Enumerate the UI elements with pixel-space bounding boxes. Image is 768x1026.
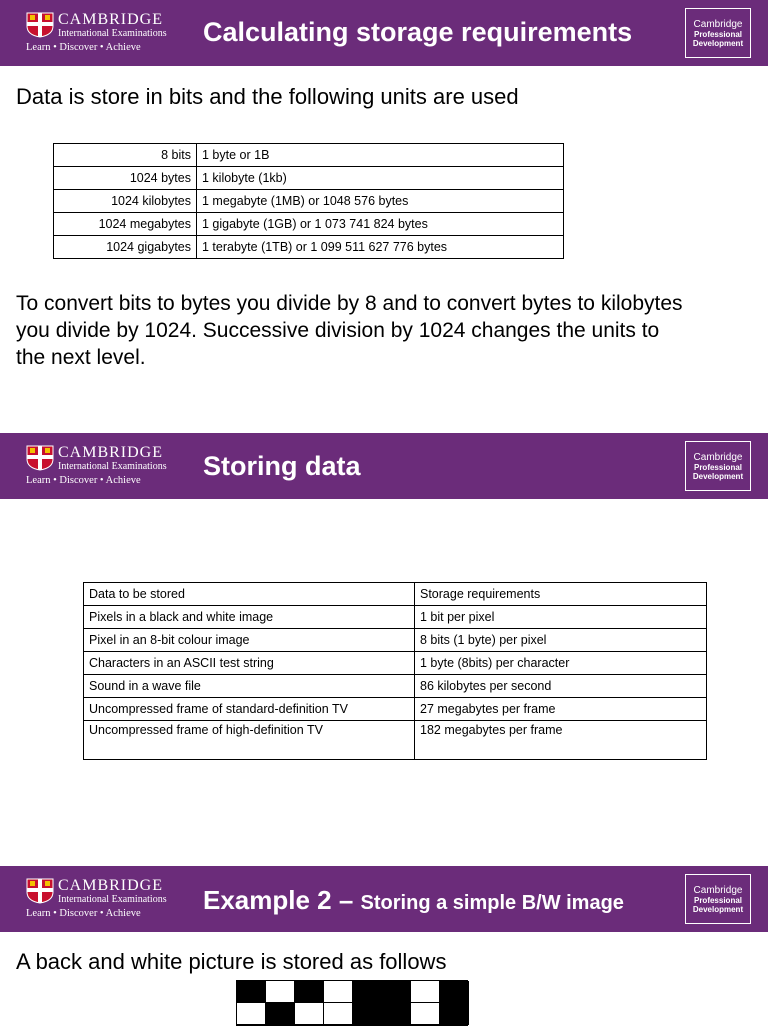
table-row [54, 167, 564, 190]
badge-line2: Professional [693, 463, 742, 472]
cpd-badge [685, 874, 751, 924]
pixel-cell [353, 1003, 382, 1025]
badge-line3: Development [692, 905, 744, 914]
slide1-paragraph-line3: the next level. [16, 346, 146, 369]
pixel-cell [411, 981, 440, 1003]
table-cell: Uncompressed frame of standard-definition TV [84, 698, 415, 721]
table-cell: 8 bits [54, 144, 197, 167]
table-cell: 1 gigabyte (1GB) or 1 073 741 824 bytes [197, 213, 564, 236]
pixel-cell [266, 981, 295, 1003]
brand-tagline: Learn • Discover • Achieve [26, 475, 141, 486]
slide1-intro: Data is store in bits and the following units are used [16, 84, 519, 109]
badge-line3: Development [692, 39, 744, 48]
badge-line2: Professional [693, 896, 742, 905]
table-cell: 1 kilobyte (1kb) [197, 167, 564, 190]
crest-icon [26, 445, 54, 471]
table-cell: 1024 megabytes [54, 213, 197, 236]
table-cell: 1 byte (8bits) per character [415, 652, 707, 675]
table-row [54, 213, 564, 236]
table-header-cell: Storage requirements [415, 583, 707, 606]
slide1-title: Calculating storage requirements [203, 17, 633, 47]
table-row [84, 629, 707, 652]
table-cell: 1 byte or 1B [197, 144, 564, 167]
slide1-paragraph-line2: you divide by 1024. Successive division by 1024 changes the units to [16, 319, 660, 342]
brand-tagline: Learn • Discover • Achieve [26, 42, 141, 53]
brand-subtitle: International Examinations [58, 28, 167, 39]
slide2-title: Storing data [203, 451, 361, 481]
pixel-cell [440, 981, 469, 1003]
table-cell: 1024 bytes [54, 167, 197, 190]
pixel-cell [382, 1003, 411, 1025]
table-cell: 1024 kilobytes [54, 190, 197, 213]
table-header-cell: Data to be stored [84, 583, 415, 606]
storage-table [83, 582, 707, 760]
brand-name: CAMBRIDGE [58, 877, 164, 894]
pixel-cell [382, 981, 411, 1003]
pixel-cell [295, 1003, 324, 1025]
brand-tagline: Learn • Discover • Achieve [26, 908, 141, 919]
pixel-cell [324, 981, 353, 1003]
slide3-banner [0, 866, 768, 932]
table-cell: 1024 gigabytes [54, 236, 197, 259]
table-row [84, 606, 707, 629]
table-cell: 86 kilobytes per second [415, 675, 707, 698]
table-row [54, 144, 564, 167]
crest-icon [26, 878, 54, 904]
slide3-title [203, 885, 624, 916]
pixel-cell [237, 1003, 266, 1025]
cpd-badge [685, 8, 751, 58]
table-cell: Characters in an ASCII test string [84, 652, 415, 675]
table-cell: Pixel in an 8-bit colour image [84, 629, 415, 652]
crest-icon [26, 12, 54, 38]
badge-line1: Cambridge [693, 19, 743, 30]
table-cell: 1 terabyte (1TB) or 1 099 511 627 776 bytes [197, 236, 564, 259]
table-cell: 1 bit per pixel [415, 606, 707, 629]
brand-name: CAMBRIDGE [58, 11, 164, 28]
cambridge-logo [26, 445, 186, 489]
table-cell: Pixels in a black and white image [84, 606, 415, 629]
slide1-banner [0, 0, 768, 66]
slide3-intro: A back and white picture is stored as follows [16, 949, 447, 974]
table-cell: Uncompressed frame of high-definition TV [84, 721, 415, 760]
bw-pixel-grid [236, 980, 468, 1026]
table-row [84, 721, 707, 760]
slide1-paragraph-line1: To convert bits to bytes you divide by 8 and to convert bytes to kilobytes [16, 292, 683, 315]
cambridge-logo [26, 878, 186, 922]
brand-name: CAMBRIDGE [58, 444, 164, 461]
slide3-title-main: Example 2 – [203, 885, 361, 915]
brand-subtitle: International Examinations [58, 461, 167, 472]
table-row [54, 190, 564, 213]
table-cell: 1 megabyte (1MB) or 1048 576 bytes [197, 190, 564, 213]
pixel-cell [411, 1003, 440, 1025]
table-header-row [84, 583, 707, 606]
badge-line1: Cambridge [693, 452, 743, 463]
table-row [84, 675, 707, 698]
pixel-cell [295, 981, 324, 1003]
pixel-cell [237, 981, 266, 1003]
cpd-badge [685, 441, 751, 491]
pixel-cell [324, 1003, 353, 1025]
slide2-banner [0, 433, 768, 499]
brand-subtitle: International Examinations [58, 894, 167, 905]
badge-line3: Development [692, 472, 744, 481]
slide3-title-sub: Storing a simple B/W image [360, 892, 624, 914]
table-cell: Sound in a wave file [84, 675, 415, 698]
table-row [54, 236, 564, 259]
pixel-cell [440, 1003, 469, 1025]
pixel-cell [266, 1003, 295, 1025]
table-row [84, 698, 707, 721]
table-cell: 27 megabytes per frame [415, 698, 707, 721]
table-cell: 182 megabytes per frame [415, 721, 707, 760]
cambridge-logo [26, 12, 186, 56]
table-row [84, 652, 707, 675]
units-table [53, 143, 564, 259]
badge-line1: Cambridge [693, 885, 743, 896]
table-cell: 8 bits (1 byte) per pixel [415, 629, 707, 652]
pixel-cell [353, 981, 382, 1003]
badge-line2: Professional [693, 30, 742, 39]
